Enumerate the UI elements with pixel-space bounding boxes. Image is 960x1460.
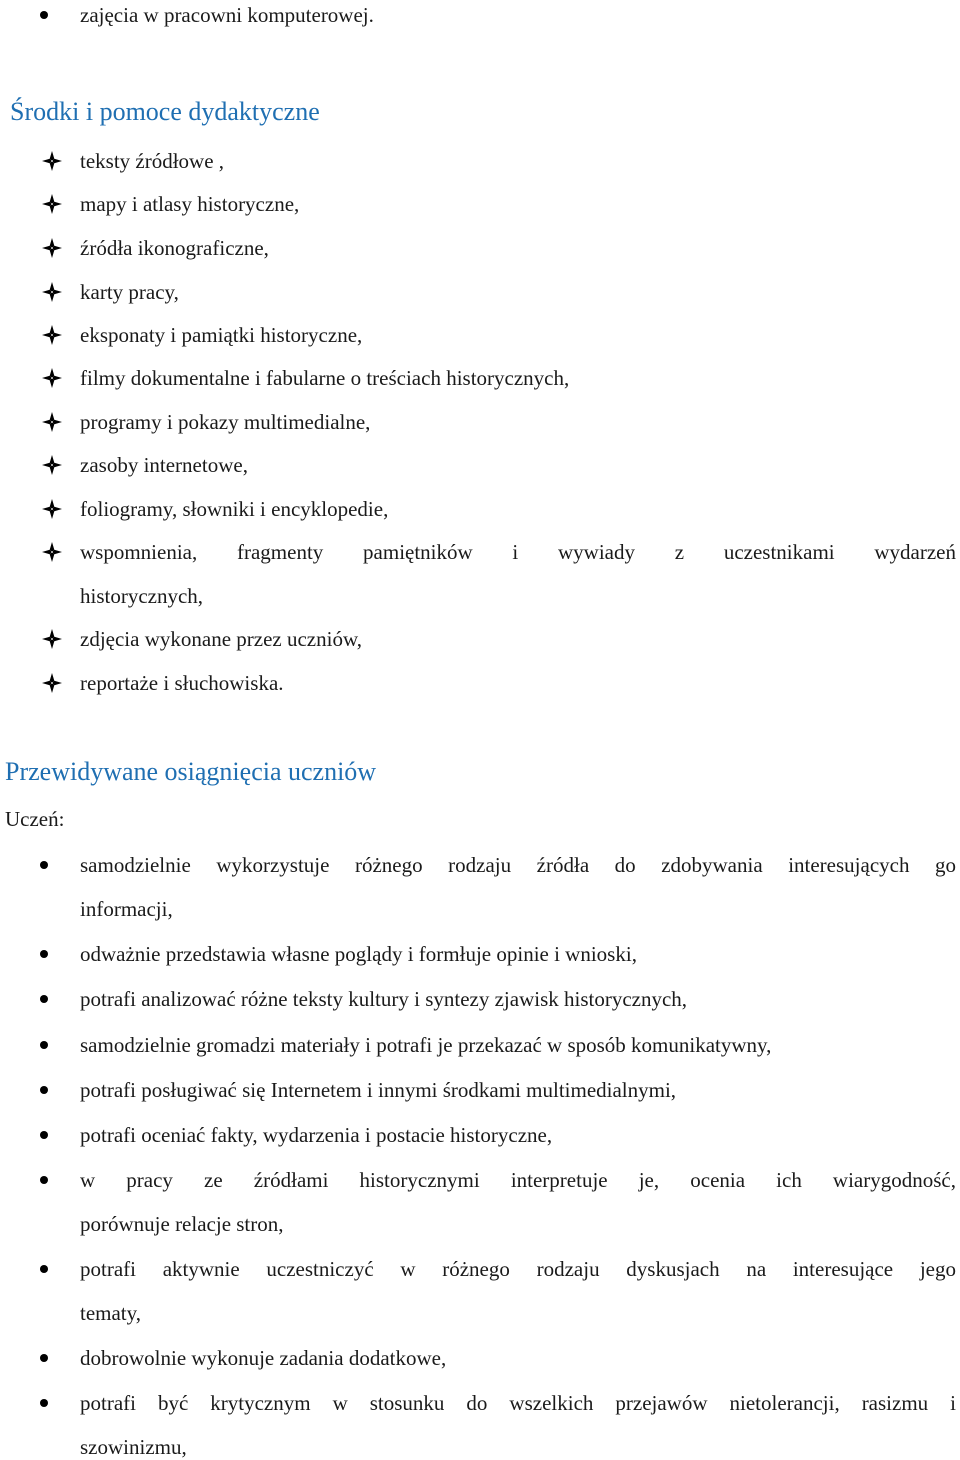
list-item: porównuje relacje stron,	[80, 1212, 284, 1236]
bullet-dot-icon	[40, 1086, 48, 1094]
list-item: reportaże i słuchowiska.	[80, 671, 284, 695]
list-item: karty pracy,	[80, 280, 179, 304]
bullet-dot-icon	[40, 950, 48, 958]
list-item: mapy i atlasy historyczne,	[80, 192, 300, 216]
diamond-bullet-icon	[41, 541, 63, 563]
list-item: historycznych,	[80, 584, 204, 608]
list-item: samodzielnie gromadzi materiały i potrafi je przekazać w sposób komunikatywny,	[80, 1033, 772, 1057]
intro-label: Uczeń:	[5, 807, 65, 831]
bullet-dot-icon	[40, 1176, 48, 1184]
list-item: potrafi analizować różne teksty kultury i syntezy zjawisk historycznych,	[80, 987, 688, 1011]
bullet-dot-icon	[40, 1265, 48, 1273]
diamond-bullet-icon	[41, 628, 63, 650]
list-item: informacji,	[80, 897, 173, 921]
diamond-bullet-icon	[41, 454, 63, 476]
list-item: programy i pokazy multimedialne,	[80, 410, 371, 434]
diamond-bullet-icon	[41, 324, 63, 346]
list-item: w pracy ze źródłami historycznymi interpretuje je, ocenia ich wiarygodność,	[80, 1168, 956, 1192]
list-item: odważnie przedstawia własne poglądy i formłuje opinie i wnioski,	[80, 942, 637, 966]
list-item: potrafi aktywnie uczestniczyć w różnego rodzaju dyskusjach na interesujące jego	[80, 1257, 956, 1281]
list-item: potrafi być krytycznym w stosunku do wszelkich przejawów nietolerancji, rasizmu i	[80, 1391, 956, 1415]
list-item: wspomnienia, fragmenty pamiętników i wywiady z uczestnikami wydarzeń	[80, 540, 956, 564]
section-heading-expected-outcomes: Przewidywane osiągnięcia uczniów	[5, 757, 377, 786]
bullet-dot-icon	[40, 1131, 48, 1139]
diamond-bullet-icon	[41, 672, 63, 694]
list-item: zajęcia w pracowni komputerowej.	[80, 3, 374, 27]
list-item: tematy,	[80, 1301, 142, 1325]
bullet-dot-icon	[40, 1354, 48, 1362]
list-item: filmy dokumentalne i fabularne o treściach historycznych,	[80, 366, 570, 390]
list-item: foliogramy, słowniki i encyklopedie,	[80, 497, 389, 521]
bullet-dot-icon	[40, 1041, 48, 1049]
diamond-bullet-icon	[41, 411, 63, 433]
diamond-bullet-icon	[41, 237, 63, 259]
list-item: źródła ikonograficzne,	[80, 236, 269, 260]
diamond-bullet-icon	[41, 498, 63, 520]
diamond-bullet-icon	[41, 150, 63, 172]
list-item: potrafi oceniać fakty, wydarzenia i postacie historyczne,	[80, 1123, 553, 1147]
list-item: potrafi posługiwać się Internetem i innymi środkami multimedialnymi,	[80, 1078, 677, 1102]
bullet-dot-icon	[40, 995, 48, 1003]
diamond-bullet-icon	[41, 281, 63, 303]
list-item: teksty źródłowe ,	[80, 149, 225, 173]
list-item: eksponaty i pamiątki historyczne,	[80, 323, 363, 347]
bullet-dot-icon	[40, 1399, 48, 1407]
list-item: zdjęcia wykonane przez uczniów,	[80, 627, 362, 651]
list-item: samodzielnie wykorzystuje różnego rodzaju źródła do zdobywania interesujących go	[80, 853, 956, 877]
diamond-bullet-icon	[41, 193, 63, 215]
bullet-dot-icon	[40, 11, 48, 19]
bullet-dot-icon	[40, 861, 48, 869]
list-item: szowinizmu,	[80, 1435, 187, 1459]
diamond-bullet-icon	[41, 367, 63, 389]
section-heading-teaching-aids: Środki i pomoce dydaktyczne	[10, 97, 320, 126]
list-item: dobrowolnie wykonuje zadania dodatkowe,	[80, 1346, 447, 1370]
list-item: zasoby internetowe,	[80, 453, 248, 477]
